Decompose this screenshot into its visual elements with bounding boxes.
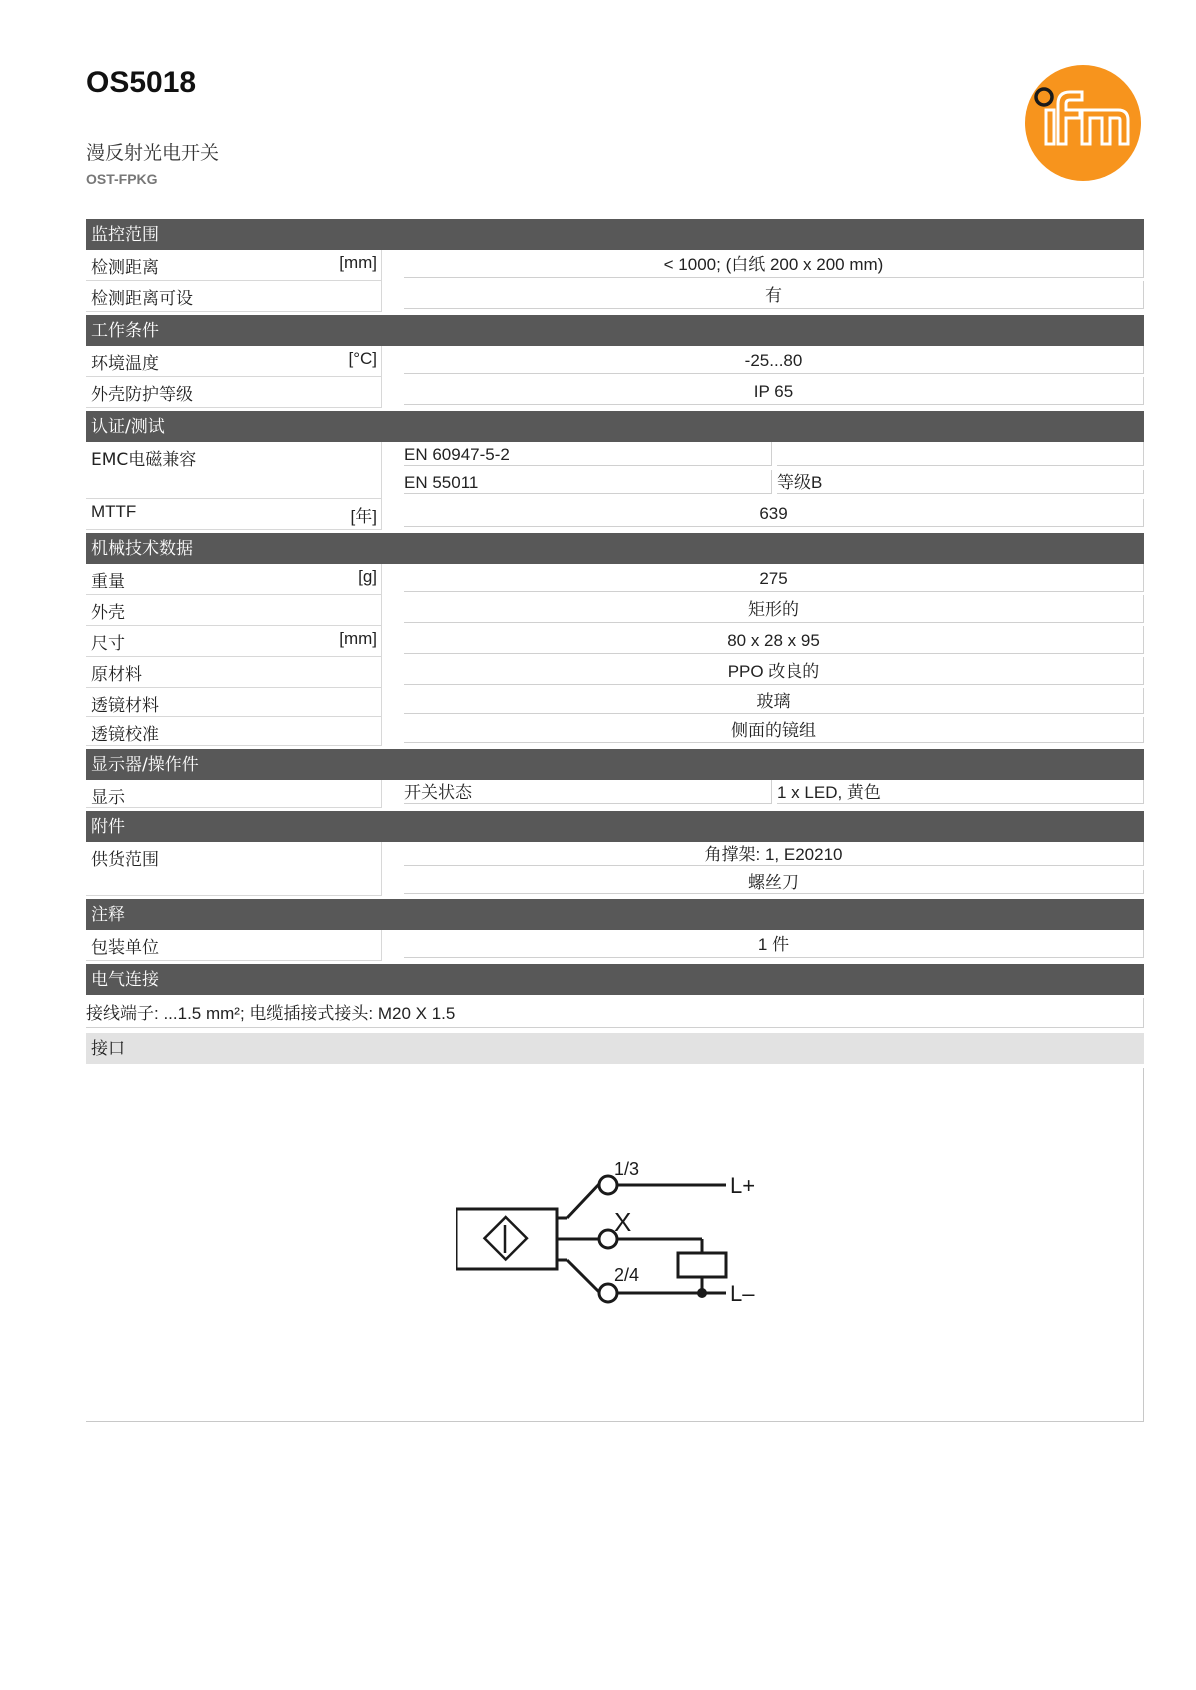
- spec-unit: [mm]: [339, 629, 377, 648]
- spec-label: 尺寸: [91, 634, 125, 654]
- spec-label: 环境温度: [91, 354, 159, 374]
- spec-value: 矩形的: [404, 595, 1144, 623]
- spec-label-cell: [86, 780, 382, 808]
- spec-value: 639: [404, 499, 1144, 527]
- spec-row-display: [86, 780, 1144, 808]
- spec-value: 螺丝刀: [404, 870, 1144, 894]
- spec-row-housing: [86, 595, 1144, 626]
- display-item: 开关状态: [404, 780, 772, 804]
- interface-heading: 接口: [86, 1033, 1144, 1064]
- spec-row-sensing-range: [86, 250, 1144, 281]
- spec-label-cell: [86, 930, 382, 961]
- spec-value: 有: [404, 281, 1144, 309]
- section-heading-mechanical: 机械技术数据: [86, 533, 1144, 564]
- spec-row-packaging: [86, 930, 1144, 961]
- pin-bot: [599, 1284, 617, 1302]
- spec-label-cell: [86, 595, 382, 626]
- spec-value: 80 x 28 x 95: [404, 626, 1144, 654]
- pin-mid-label: X: [614, 1207, 632, 1237]
- spec-row-ambient-temp: [86, 346, 1144, 377]
- product-subtitle: 漫反射光电开关: [86, 142, 220, 164]
- spec-label: EMC电磁兼容: [91, 450, 197, 470]
- connection-text: 接线端子: ...1.5 mm²; 电缆插接式接头: M20 X 1.5: [86, 998, 1144, 1028]
- spec-row-material: [86, 657, 1144, 688]
- section-heading-remarks: 注释: [86, 899, 1144, 930]
- spec-label: 供货范围: [91, 850, 159, 870]
- spec-value: < 1000; (白纸 200 x 200 mm): [404, 250, 1144, 278]
- emc-line: [404, 442, 1144, 466]
- spec-unit: [mm]: [339, 253, 377, 272]
- section-heading-electrical: 电气连接: [86, 964, 1144, 995]
- spec-label-cell: [86, 281, 382, 312]
- load-symbol: [678, 1253, 726, 1277]
- product-title: OS5018: [86, 66, 197, 99]
- spec-label: 透镜材料: [91, 696, 159, 716]
- spec-label: 原材料: [91, 665, 142, 685]
- section-heading-operating: 工作条件: [86, 315, 1144, 346]
- spec-label: 包装单位: [91, 938, 159, 958]
- spec-row-protection: [86, 377, 1144, 408]
- spec-value: PPO 改良的: [404, 657, 1144, 685]
- spec-label: 检测距离可设: [91, 289, 193, 309]
- spec-value: 侧面的镜组: [404, 717, 1144, 743]
- spec-label-cell: [86, 442, 382, 499]
- section-heading-approvals: 认证/测试: [86, 411, 1144, 442]
- spec-row-lens-material: [86, 688, 1144, 717]
- spec-label-cell: [86, 377, 382, 408]
- spec-unit: [g]: [358, 567, 377, 586]
- spec-label: 重量: [91, 572, 125, 592]
- wiring-diagram-box: [86, 1068, 1144, 1422]
- plus-label: L+: [730, 1173, 756, 1198]
- spec-label-cell: [86, 499, 382, 530]
- spec-row-range-adjustable: [86, 281, 1144, 312]
- section-heading-accessories: 附件: [86, 811, 1144, 842]
- display-line: [404, 780, 1144, 804]
- spec-label-cell: [86, 250, 382, 281]
- spec-row-dimensions: [86, 626, 1144, 657]
- spec-value: 角撑架: 1, E20210: [404, 842, 1144, 866]
- spec-value: 玻璃: [404, 688, 1144, 714]
- spec-row-emc: [86, 442, 1144, 499]
- spec-label-cell: [86, 842, 382, 896]
- spec-label: 外壳: [91, 603, 125, 623]
- spec-row-mttf: [86, 499, 1144, 530]
- wiring-diagram: [456, 1151, 796, 1331]
- spec-table: [86, 219, 1144, 1422]
- spec-label: 外壳防护等级: [91, 385, 193, 405]
- product-code: OST-FPKG: [86, 171, 158, 187]
- spec-label-cell: [86, 626, 382, 657]
- spec-unit: [°C]: [348, 349, 377, 368]
- pin-top-label: 1/3: [614, 1159, 640, 1179]
- spec-label-cell: [86, 564, 382, 595]
- spec-label: 检测距离: [91, 258, 159, 278]
- emc-detail: 等级B: [777, 470, 1144, 494]
- spec-label-cell: [86, 688, 382, 717]
- display-value: 1 x LED, 黄色: [777, 780, 1144, 804]
- spec-label-cell: [86, 346, 382, 377]
- spec-value: -25...80: [404, 346, 1144, 374]
- emc-standard: EN 60947-5-2: [404, 442, 772, 466]
- spec-label-cell: [86, 657, 382, 688]
- ifm-logo: [1024, 64, 1142, 182]
- minus-label: L–: [730, 1281, 755, 1306]
- section-heading-display: 显示器/操作件: [86, 749, 1144, 780]
- spec-unit: [年]: [350, 507, 377, 526]
- emc-detail: [777, 442, 1144, 466]
- spec-row-scope-of-supply: [86, 842, 1144, 896]
- spec-label: 透镜校准: [91, 725, 159, 745]
- emc-standard: EN 55011: [404, 470, 772, 494]
- spec-label: 显示: [91, 788, 125, 808]
- spec-row-lens-alignment: [86, 717, 1144, 746]
- emc-line: [404, 470, 1144, 494]
- spec-label-cell: [86, 717, 382, 746]
- pin-bot-label: 2/4: [614, 1265, 640, 1285]
- section-heading-monitoring: 监控范围: [86, 219, 1144, 250]
- spec-label: MTTF: [91, 502, 137, 521]
- spec-value: 1 件: [404, 930, 1144, 958]
- spec-value: IP 65: [404, 377, 1144, 405]
- spec-row-weight: [86, 564, 1144, 595]
- spec-value: 275: [404, 564, 1144, 592]
